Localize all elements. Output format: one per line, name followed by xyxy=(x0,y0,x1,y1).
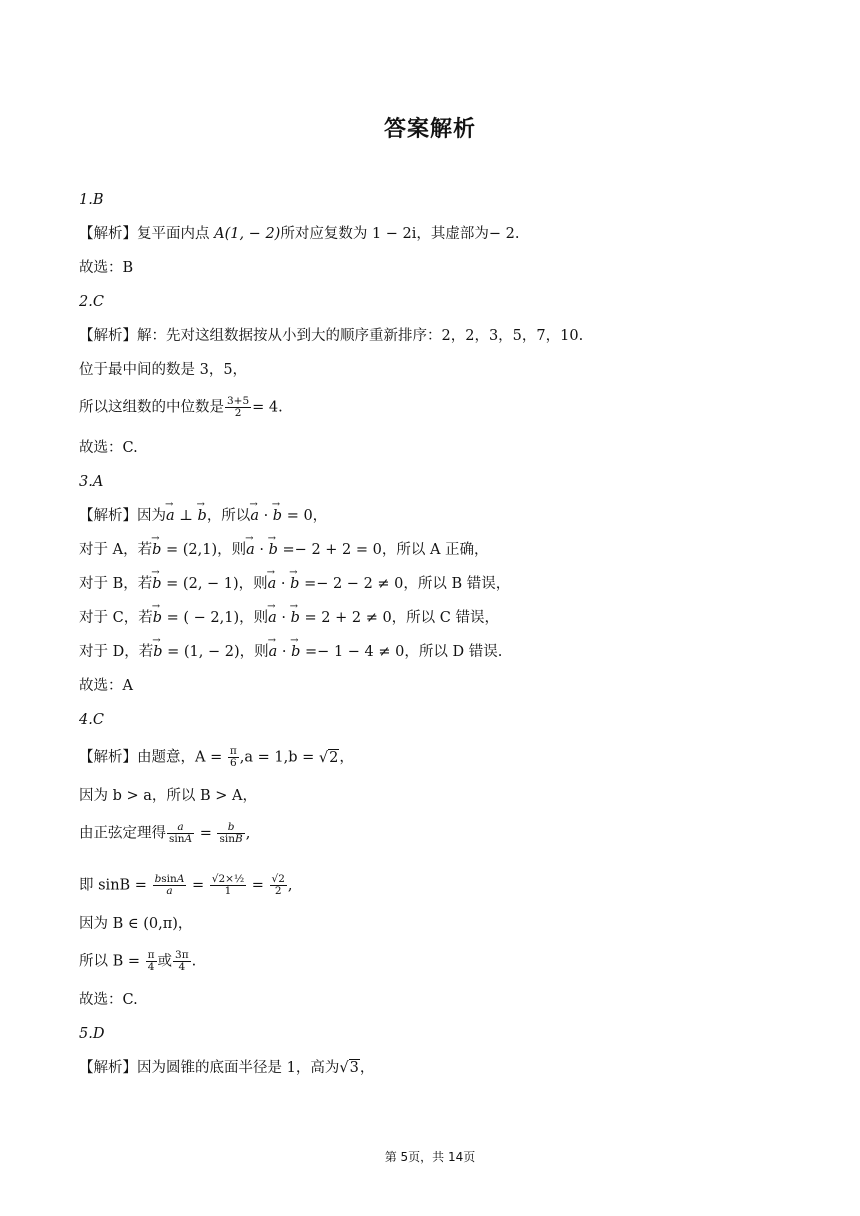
q4-heading: 4.C xyxy=(79,712,104,728)
q3-option-a: 对于 A，若→ b = (2,1)，则→ a · → b =− 2 + 2 = 0，所以 A 正确， xyxy=(79,540,489,560)
q3-option-c: 对于 C，若→ b = ( − 2,1)，则→ a · → b = 2 + 2 ≠ 0，所以 C 错误， xyxy=(79,608,499,628)
q4-analysis-1: 【解析】由题意，A = $\frac{\pi}{6}$ ,a = 1,b = √2， xyxy=(79,745,354,769)
q1-answer: 故选：B xyxy=(79,260,134,276)
q4-answer: 故选：C. xyxy=(79,992,138,1008)
page-title: 答案解析 xyxy=(383,117,476,142)
q4-analysis-4: 即 sinB = $\frac{bsinA}{a}$ = $\frac{\text{√2×½}}{1}$ = $\frac{√2}{2}$ , xyxy=(79,873,293,897)
q4-analysis-6: 所以 B = $\frac{\pi}{4}$ 或 $\frac{3\pi}{4}$ . xyxy=(79,949,197,973)
q5-analysis-1: 【解析】因为圆锥的底面半径是 1，高为√3， xyxy=(79,1060,375,1076)
q2-analysis-1: 【解析】解：先对这组数据按从小到大的顺序重新排序：2，2，3，5，7，10. xyxy=(79,328,584,344)
q3-heading: 3.A xyxy=(79,474,104,490)
q4-analysis-5: 因为 B ∈ (0,π)， xyxy=(79,916,193,932)
q3-answer: 故选：A xyxy=(79,678,133,694)
q2-analysis-2: 位于最中间的数是 3，5， xyxy=(79,362,248,378)
q2-heading: 2.C xyxy=(79,294,104,310)
page-footer: 第 5页，共 14页 xyxy=(384,1150,476,1164)
q3-analysis-1: 【解析】因为→ a ⊥ → b，所以→ a · → b = 0， xyxy=(79,506,327,526)
q2-analysis-3: 所以这组数的中位数是 $\frac{3+5}{2}$ = 4. xyxy=(79,395,283,419)
q5-heading: 5.D xyxy=(79,1026,105,1042)
fraction: $\frac{3+5}{2}$ xyxy=(227,395,250,419)
q2-answer: 故选：C. xyxy=(79,440,138,456)
q4-analysis-2: 因为 b > a，所以 B > A， xyxy=(79,788,258,804)
q1-analysis: 【解析】复平面内点 A(1, − 2)所对应复数为 1 − 2i，其虚部为− 2. xyxy=(79,226,520,242)
q1-heading: 1.B xyxy=(79,192,104,208)
q3-option-b: 对于 B，若→ b = (2, − 1)，则→ a · → b =− 2 − 2 ≠ 0，所以 B 错误， xyxy=(79,574,510,594)
q3-option-d: 对于 D，若→ b = (1, − 2)，则→ a · → b =− 1 − 4 ≠ 0，所以 D 错误. xyxy=(79,642,502,662)
q4-analysis-3: 由正弦定理得 $\frac{a}{\sin A}$ = $\frac{b}{\sin B}$ , xyxy=(79,821,251,845)
